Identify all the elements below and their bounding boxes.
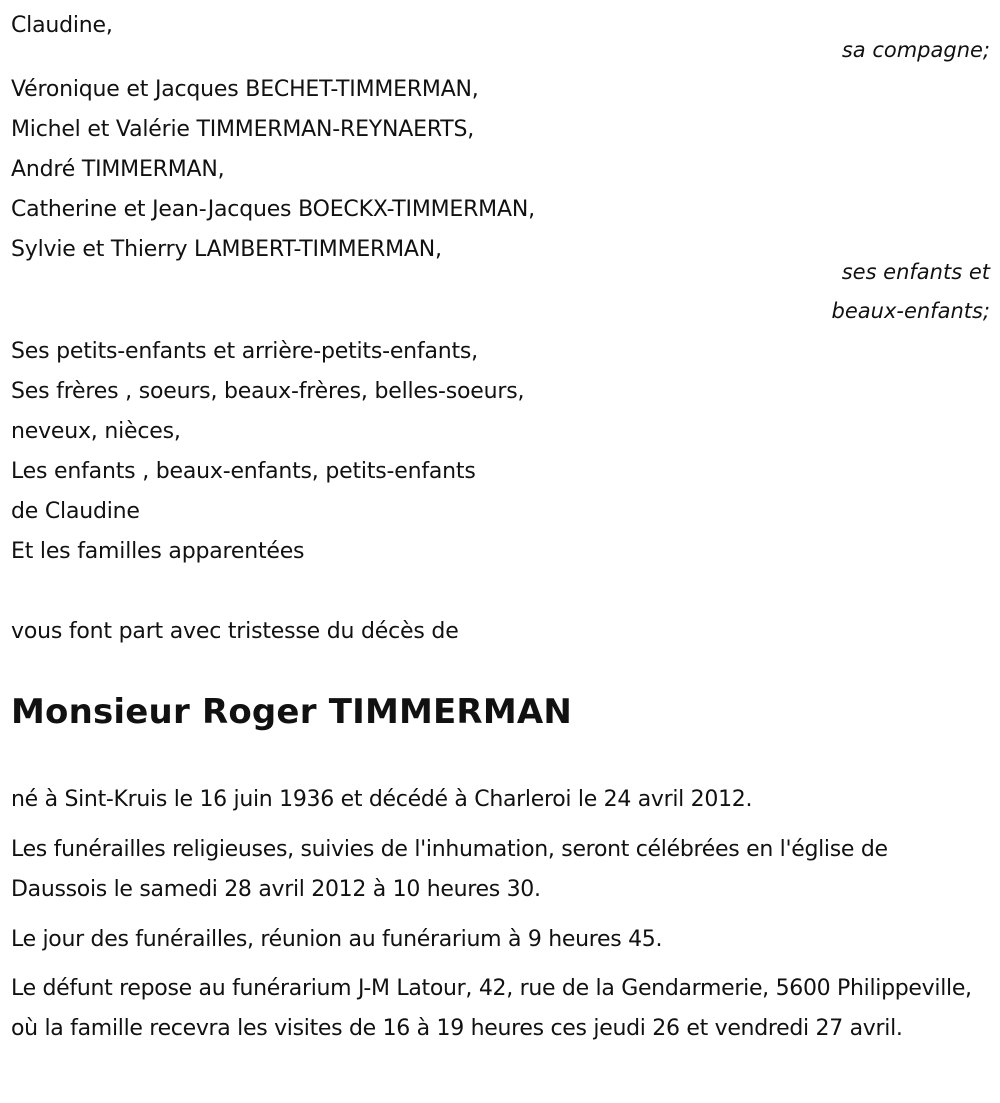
family-entry: neveux, nièces, [11, 419, 181, 444]
family-entry: Ses petits-enfants et arrière-petits-enfants, [11, 339, 478, 364]
children-role-line1: ses enfants et [841, 260, 990, 284]
children-role-line2: beaux-enfants; [831, 299, 990, 323]
child-entry: Michel et Valérie TIMMERMAN-REYNAERTS, [11, 117, 475, 142]
family-entry: Et les familles apparentées [11, 539, 305, 564]
companion-name: Claudine, [11, 13, 113, 38]
child-entry: Véronique et Jacques BECHET-TIMMERMAN, [11, 77, 479, 102]
announcement-text: vous font part avec tristesse du décès de [11, 619, 459, 644]
funeral-gathering-details: Le jour des funérailles, réunion au funérarium à 9 heures 45. [11, 927, 663, 952]
child-entry: André TIMMERMAN, [11, 157, 225, 182]
deceased-name-heading: Monsieur Roger TIMMERMAN [11, 692, 573, 732]
family-entry: de Claudine [11, 499, 140, 524]
child-entry: Sylvie et Thierry LAMBERT-TIMMERMAN, [11, 237, 442, 262]
birth-death-details: né à Sint-Kruis le 16 juin 1936 et décédé à Charleroi le 24 avril 2012. [11, 787, 753, 812]
family-entry: Ses frères , soeurs, beaux-frères, belles-soeurs, [11, 379, 525, 404]
companion-role: sa compagne; [841, 38, 990, 62]
visitation-details: Le défunt repose au funérarium J-M Latour, 42, rue de la Gendarmerie, 5600 Philippeville, où la famille recevra les visites de 16 à 19 heures ces jeudi 26 et vendredi 27 avril. [11, 976, 972, 1041]
child-entry: Catherine et Jean-Jacques BOECKX-TIMMERMAN, [11, 197, 535, 222]
family-entry: Les enfants , beaux-enfants, petits-enfants [11, 459, 476, 484]
funeral-ceremony-details: Les funérailles religieuses, suivies de l'inhumation, seront célébrées en l'église de Daussois le samedi 28 avril 2012 à 10 heures 30. [11, 837, 888, 902]
